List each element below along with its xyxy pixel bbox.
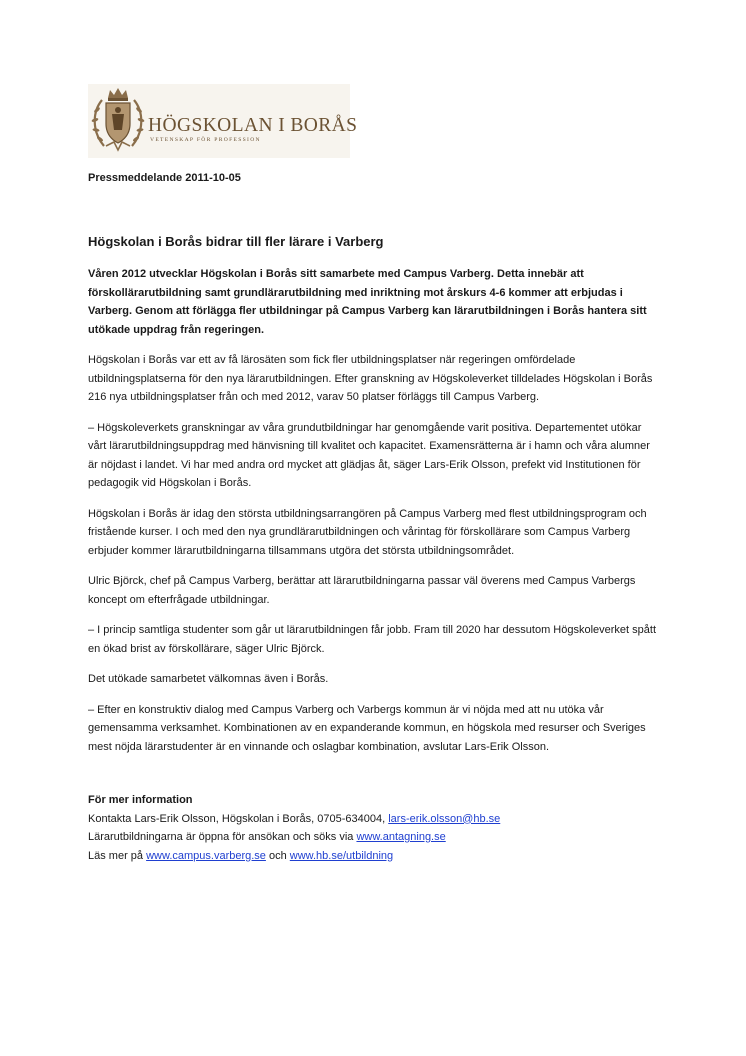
quote-paragraph: – Efter en konstruktiv dialog med Campus Varberg och Varbergs kommun är vi nöjda med att nu utöka vår gemensamma verksamhet. Kombinationen av en expanderande kommun, en högskola med resurser och Sveriges mest nöjda lärarstudenter är en vinnande och oslagbar kombination, avslutar Lars-Erik Olsson. (88, 703, 646, 753)
body-paragraph: Det utökade samarbetet välkomnas även i Borås. (88, 673, 329, 685)
email-link[interactable]: lars-erik.olsson@hb.se (388, 812, 501, 825)
logo-tagline: VETENSKAP FÖR PROFESSION (150, 137, 261, 143)
contact-text: Kontakta Lars-Erik Olsson, Högskolan i Borås, 0705-634004, (88, 812, 389, 825)
application-line (88, 828, 658, 847)
release-date: Pressmeddelande 2011-10-05 (88, 172, 241, 184)
body-paragraph: Högskolan i Borås var ett av få lärosäten som fick fler utbildningsplatser när regeringen omfördelade utbildningsplatserna för den nya lärarutbildningen. Efter granskning av Högskoleverket tilldelades Högskolan i Borås 216 nya utbildningsplatser från och med 2012, varav 50 platser förläggs till Campus Varberg. (88, 354, 653, 403)
quote-paragraph: – Högskoleverkets granskningar av våra grundutbildningar har genomgående varit positiva. Departementet utökar vårt lärarutbildningsuppdrag med hänvisning till kvalitet och kapacitet. Examensrätterna är i hamn och våra alumner är nöjdast i landet. Vi har med andra ord mycket att glädjas åt, säger Lars-Erik Olsson, prefekt vid Institutionen för pedagogik vid Högskolan i Borås. (88, 421, 650, 489)
headline: Högskolan i Borås bidrar till fler lärare i Varberg (88, 234, 384, 249)
conjunction-text: och (265, 849, 290, 862)
contact-info (88, 791, 658, 865)
body-paragraph: Högskolan i Borås är idag den största utbildningsarrangören på Campus Varberg med flest utbildningsprogram och fristående kurser. I och med den nya grundlärarutbildningen och vårintag för förskollärare som Campus Varberg erbjuder kommer lärarutbildningarna tillsammans utgöra det största utbildningsområdet. (88, 507, 647, 557)
university-logo (88, 84, 358, 158)
contact-heading: För mer information (88, 794, 193, 806)
lead-paragraph: Våren 2012 utvecklar Högskolan i Borås sitt samarbete med Campus Varberg. Detta innebär att förskollärarutbildning samt grundlärarutbildning med inriktning mot årskurs 4-6 kommer att erbjudas i Varberg. Genom att förlägga fler utbildningar på Campus Varberg kan lärarutbildningen i Borås hantera sitt utökade uppdrag från regeringen. (88, 268, 647, 336)
campus-varberg-link[interactable]: www.campus.varberg.se (146, 849, 266, 862)
read-more-line (88, 847, 658, 866)
article-body (88, 265, 658, 768)
hb-utbildning-link[interactable]: www.hb.se/utbildning (289, 849, 394, 862)
logo-wordmark: HÖGSKOLAN I BORÅS (148, 115, 358, 136)
body-paragraph: Ulric Björck, chef på Campus Varberg, berättar att lärarutbildningarna passar väl överens med Campus Varbergs koncept om efterfrågade utbildningar. (88, 575, 636, 606)
read-more-text: Läs mer på (88, 849, 147, 862)
application-text: Lärarutbildningarna är öppna för ansökan och söks via (88, 831, 357, 843)
quote-paragraph: – I princip samtliga studenter som går ut lärarutbildningen får jobb. Fram till 2020 har dessutom Högskoleverket spått en ökad brist av förskollärare, säger Ulric Björck. (88, 624, 657, 655)
antagning-link[interactable]: www.antagning.se (356, 831, 446, 843)
contact-line (88, 810, 658, 829)
